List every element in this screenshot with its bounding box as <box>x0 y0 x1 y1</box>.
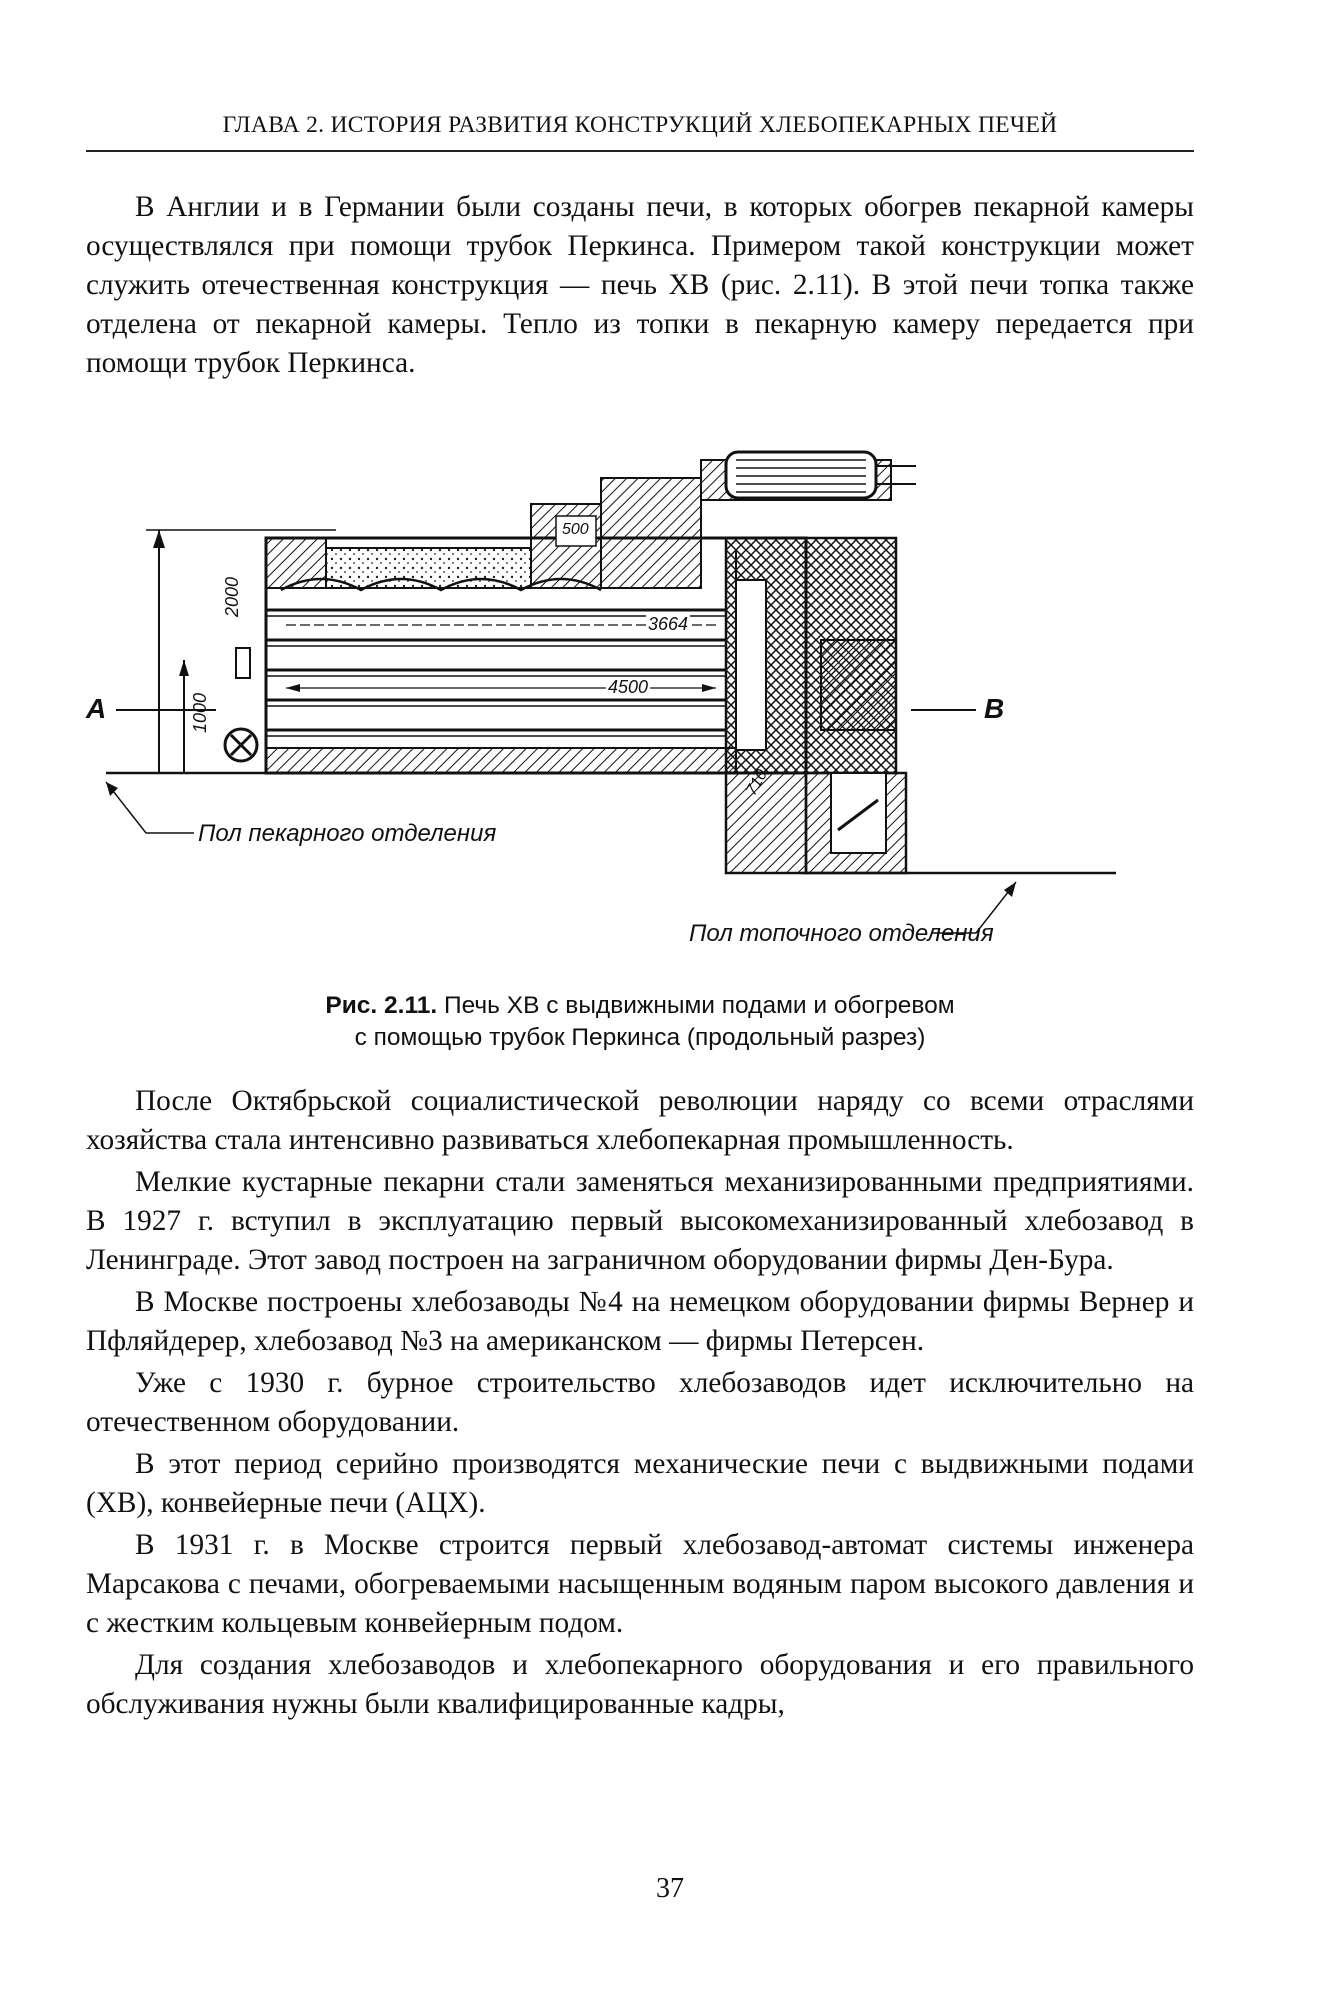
page-number: 37 <box>656 1873 684 1904</box>
caption-text: Печь ХВ с выдвижными подами и обогревом <box>444 992 955 1019</box>
dim-3664-label: 3664 <box>648 614 689 634</box>
body-paragraph-4: Уже с 1930 г. бурное строительство хлебозаводов идет исключительно на отечественном оборудовании. <box>86 1367 1194 1438</box>
marker-a: А <box>86 693 107 724</box>
running-head: ГЛАВА 2. ИСТОРИЯ РАЗВИТИЯ КОНСТРУКЦИЙ ХЛЕБОПЕКАРНЫХ ПЕЧЕЙ <box>222 112 1058 138</box>
caption-line-2: с помощью трубок Перкинса (продольный разрез) <box>354 1024 926 1051</box>
figure-caption <box>86 990 1194 1054</box>
body-text <box>86 1082 1194 1724</box>
dim-500-label: 500 <box>562 521 589 538</box>
header-rule <box>86 150 1194 152</box>
dim-1000-label: 1000 <box>190 692 210 733</box>
dim-710-label: 710 <box>743 766 772 799</box>
firebox-floor-label: Пол топочного отделения <box>689 920 994 947</box>
collector-drum <box>726 452 876 498</box>
body-paragraph-3: В Москве построены хлебозаводы №4 на немецком оборудовании фирмы Вернер и Пфляйдерер, хлебозавод №3 на американском — фирмы Петерсен. <box>86 1286 1194 1357</box>
intro-text <box>86 188 1194 383</box>
body-paragraph-7: Для создания хлебозаводов и хлебопекарного оборудования и его правильного обслуживания нужны были квалифицированные кадры, <box>86 1649 1194 1720</box>
caption-line-1 <box>86 990 1194 1022</box>
intro-paragraph: В Англии и в Германии были созданы печи, в которых обогрев пекарной камеры осуществлялся при помощи трубок Перкинса. Примером такой конструкции может служить отечественная конструкция — печь ХВ (рис. 2.11). В этой печи топка также отделена от пекарной камеры. Тепло из топки в пекарную камеру передается при помощи трубок Перкинса. <box>86 191 1194 379</box>
oven-section-drawing <box>86 430 1194 990</box>
body-paragraph-2: Мелкие кустарные пекарни стали заменяться механизированными предприятиями. В 1927 г. вступил в эксплуатацию первый высокомеханизированный хлебозавод в Ленинграде. Этот завод построен на заграничном оборудовании фирмы Ден-Бура. <box>86 1166 1194 1276</box>
body-paragraph-6: В 1931 г. в Москве строится первый хлебозавод-автомат системы инженера Марсакова с печами, обогреваемыми насыщенным водяным паром высокого давления и с жестким кольцевым конвейерным подом. <box>86 1529 1194 1639</box>
dim-4500-label: 4500 <box>608 677 649 697</box>
body-paragraph-5: В этот период серийно производятся механические печи с выдвижными подами (ХВ), конвейерные печи (АЦХ). <box>86 1448 1194 1519</box>
caption-number: Рис. 2.11. <box>325 992 438 1019</box>
oven-figure <box>86 430 1194 990</box>
dim-2000-label: 2000 <box>222 576 242 617</box>
body-paragraph-1: После Октябрьской социалистической революции наряду со всеми отраслями хозяйства стала интенсивно развиваться хлебопекарная промышленность. <box>86 1085 1194 1156</box>
marker-b: В <box>984 693 1005 724</box>
bakery-floor-label: Пол пекарного отделения <box>198 820 497 847</box>
